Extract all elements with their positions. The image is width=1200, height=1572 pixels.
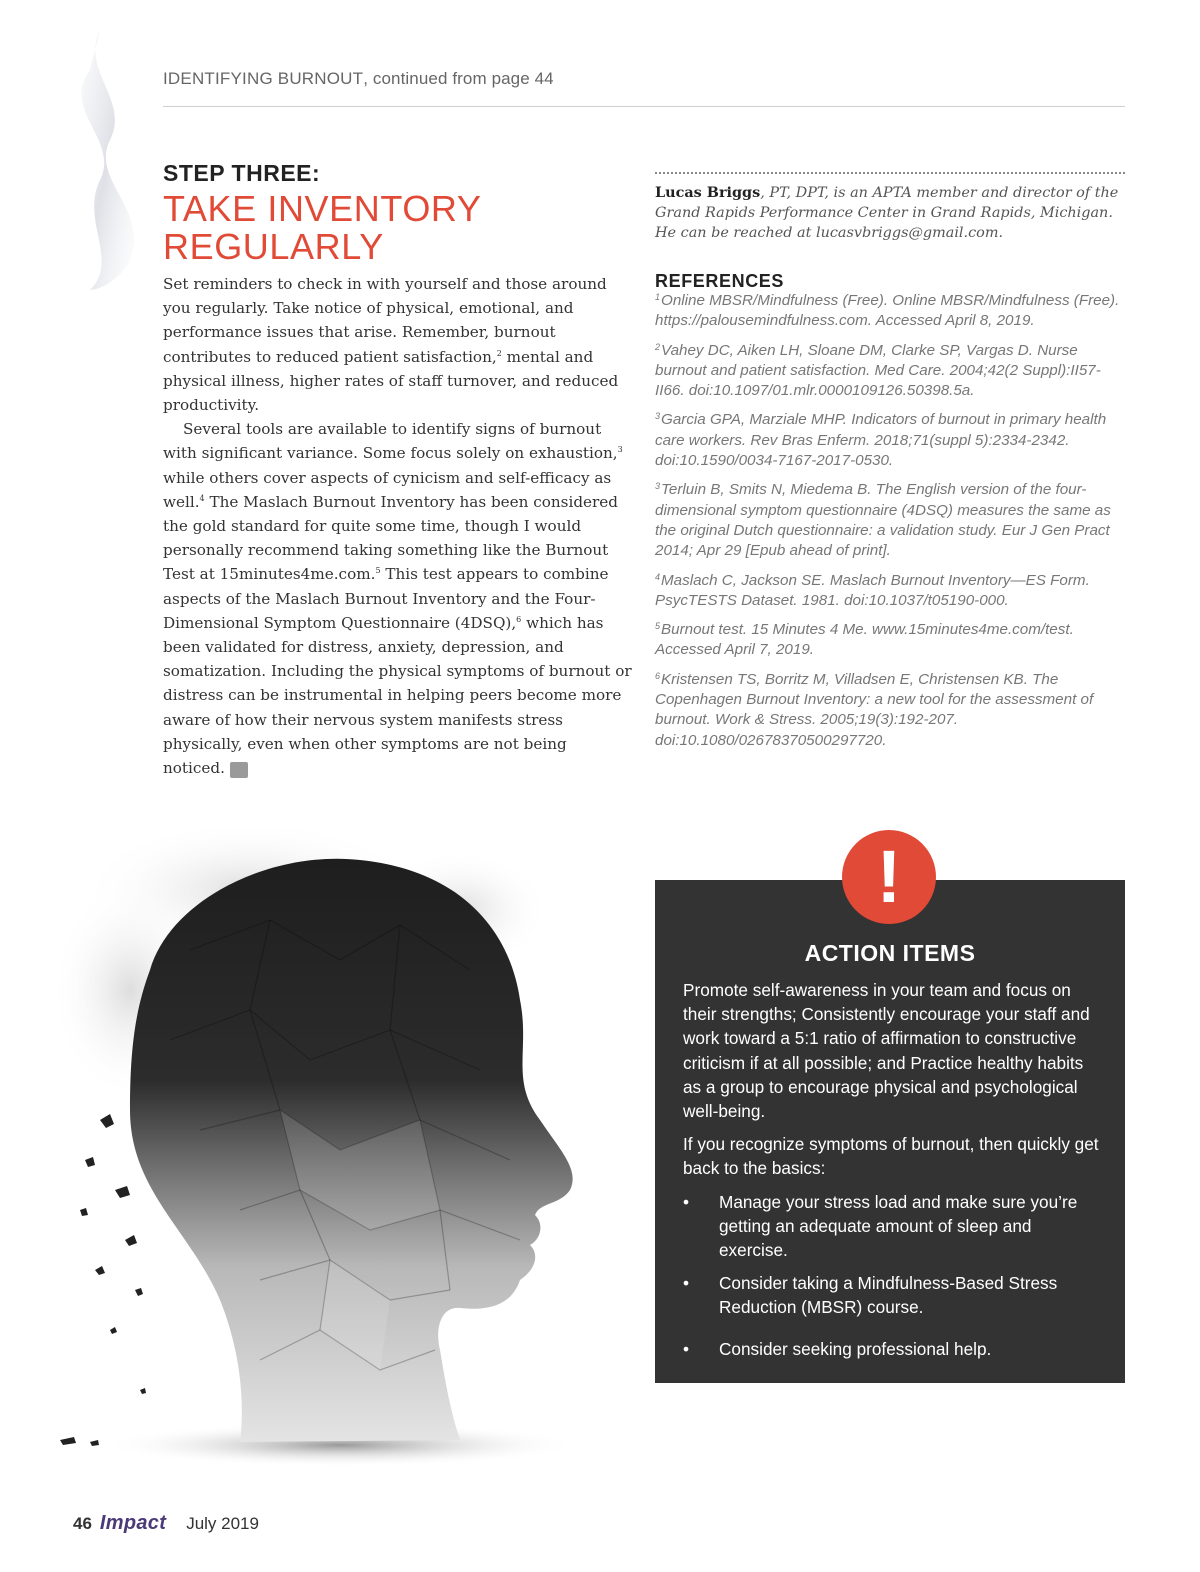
action-items-paragraph-1: Promote self-awareness in your team and focus on their strengths; Consistently encourage your staff and work toward a 5:1 ratio of affirmation to constructive criticism if at all possible; and Practice healthy habits as a group to encourage physical and psychological well-being. — [683, 980, 1090, 1122]
reference-item — [655, 291, 1125, 332]
author-bio — [655, 183, 1125, 243]
author-name: Lucas Briggs — [655, 184, 761, 201]
reference-text: Online MBSR/Mindfulness (Free). Online MBSR/Mindfulness (Free). https://palousemindfulness.com. Accessed April 8, 2019. — [655, 292, 1120, 330]
crumpled-paper-head-illustration — [40, 830, 620, 1470]
reference-number: 2 — [655, 341, 661, 352]
step-title-line-2: REGULARLY — [163, 226, 384, 267]
running-head-section: IDENTIFYING BURNOUT — [163, 69, 364, 88]
sidebar-column — [655, 172, 1125, 760]
reference-number: 5 — [655, 621, 661, 632]
action-items-box — [655, 880, 1125, 1383]
list-item-text: Consider seeking professional help. — [719, 1338, 992, 1359]
article-column — [163, 160, 633, 780]
bullet-icon: • — [683, 1273, 690, 1294]
action-items-body — [683, 978, 1103, 1370]
exclamation-alert-icon: ! — [842, 830, 936, 924]
p2-text-d: This test appears to combine aspects of the Maslach Burnout Inventory and the Four-Dimensional Symptom Questionnaire (4DSQ), — [163, 565, 609, 632]
list-item — [683, 1337, 1103, 1361]
footnote-ref: 3 — [617, 445, 623, 455]
p2-text-c: The Maslach Burnout Inventory has been considered the gold standard for quite some time, though I would personally recommend taking something like the Burnout Test at 15minutes4me.com. — [163, 492, 619, 584]
reference-number: 4 — [655, 571, 661, 582]
reference-item — [655, 620, 1125, 661]
reference-number: 3 — [655, 411, 661, 422]
action-items-list — [683, 1190, 1103, 1361]
reference-text: Maslach C, Jackson SE. Maslach Burnout Inventory—ES Form. PsycTESTS Dataset. 1981. doi:10.1037/t05190-000. — [655, 571, 1090, 609]
step-title — [163, 190, 633, 266]
issue-date: July 2019 — [186, 1514, 259, 1533]
body-paragraph-2 — [163, 417, 633, 780]
step-title-line-1: TAKE INVENTORY — [163, 188, 482, 229]
footnote-ref: 4 — [199, 493, 205, 503]
author-bio-text: , PT, DPT, is an APTA member and director of the Grand Rapids Performance Center in Grand Rapids, Michigan. He can be reached at lucasvbriggs@gmail.com. — [655, 185, 1119, 241]
body-paragraph-1 — [163, 272, 633, 417]
reference-text: Burnout test. 15 Minutes 4 Me. www.15minutes4me.com/test. Accessed April 7, 2019. — [655, 621, 1074, 659]
action-items-title: ACTION ITEMS — [804, 940, 976, 966]
reference-item — [655, 571, 1125, 612]
dotted-rule — [655, 172, 1125, 174]
footnote-ref: 6 — [516, 614, 522, 624]
p2-text-e: which has been validated for distress, anxiety, depression, and somatization. Including the physical symptoms of burnout or distress can be instrumental in helping peers become more aware of how their nervous system manifests stress physically, even when other symptoms are not being noticed. — [163, 613, 632, 778]
smoke-wisp-decoration — [60, 30, 180, 290]
list-item-text: Consider taking a Mindfulness-Based Stress Reduction (MBSR) course. — [719, 1273, 1058, 1318]
running-head — [163, 69, 554, 89]
reference-text: Vahey DC, Aiken LH, Sloane DM, Clarke SP, Vargas D. Nurse burnout and patient satisfaction. Med Care. 2004;42(2 Suppl):II57-II66. doi:10.1097/01.mlr.0000109126.50398.5a. — [655, 341, 1101, 400]
reference-number: 1 — [655, 292, 661, 302]
reference-text: Garcia GPA, Marziale MHP. Indicators of burnout in primary health care workers. Rev Bras Enferm. 2018;71(suppl 5):2334-2342. doi:10.1590/0034-7167-2017-0530. — [655, 411, 1107, 470]
reference-item — [655, 341, 1125, 402]
reference-item — [655, 670, 1125, 751]
bullet-icon: • — [683, 1338, 690, 1359]
p1-text-b: mental and physical illness, higher rates of staff turnover, and reduced productivity. — [163, 347, 619, 415]
reference-text: Kristensen TS, Borritz M, Villadsen E, Christensen KB. The Copenhagen Burnout Inventory: a new tool for the assessment of burnout. Work & Stress. 2005;19(3):192-207. doi:10.1080/02678370500297720. — [655, 670, 1094, 749]
footnote-ref: 2 — [496, 348, 502, 358]
p2-text-a: Several tools are available to identify signs of burnout with significant variance. Some focus solely on exhaustion, — [163, 420, 618, 463]
action-items-paragraph-2: If you recognize symptoms of burnout, then quickly get back to the basics: — [683, 1134, 1099, 1179]
p2-text-b: while others cover aspects of cynicism and self-efficacy as well. — [163, 468, 612, 511]
page-number: 46 — [73, 1514, 92, 1533]
step-label: STEP THREE: — [163, 160, 321, 186]
reference-item — [655, 410, 1125, 471]
magazine-logo: Impact — [99, 1512, 167, 1534]
list-item-text: Manage your stress load and make sure you’re getting an adequate amount of sleep and exercise. — [719, 1191, 1078, 1261]
running-head-continued: , continued from page 44 — [363, 69, 554, 88]
bullet-icon: • — [683, 1191, 690, 1212]
page-footer — [73, 1512, 259, 1535]
reference-item — [655, 480, 1125, 561]
reference-text: Terluin B, Smits N, Miedema B. The English version of the four-dimensional symptom questionnaire (4DSQ) measures the same as the original Dutch questionnaire: a validation study. Eur J Gen Pract 2014; Apr 29 [Epub ahead of print]. — [655, 481, 1111, 560]
references-heading: REFERENCES — [655, 271, 785, 291]
list-item — [683, 1190, 1103, 1263]
reference-number: 3 — [655, 481, 661, 492]
end-of-article-icon: I — [230, 762, 248, 778]
reference-number: 6 — [655, 670, 661, 681]
p1-text-a: Set reminders to check in with yourself and those around you regularly. Take notice of physical, emotional, and performance issues that arise. Remember, burnout contributes to reduced patient satisfaction, — [163, 275, 607, 366]
references-list — [655, 291, 1125, 751]
footnote-ref: 5 — [375, 566, 381, 576]
header-rule — [163, 106, 1125, 107]
list-item — [683, 1271, 1103, 1319]
